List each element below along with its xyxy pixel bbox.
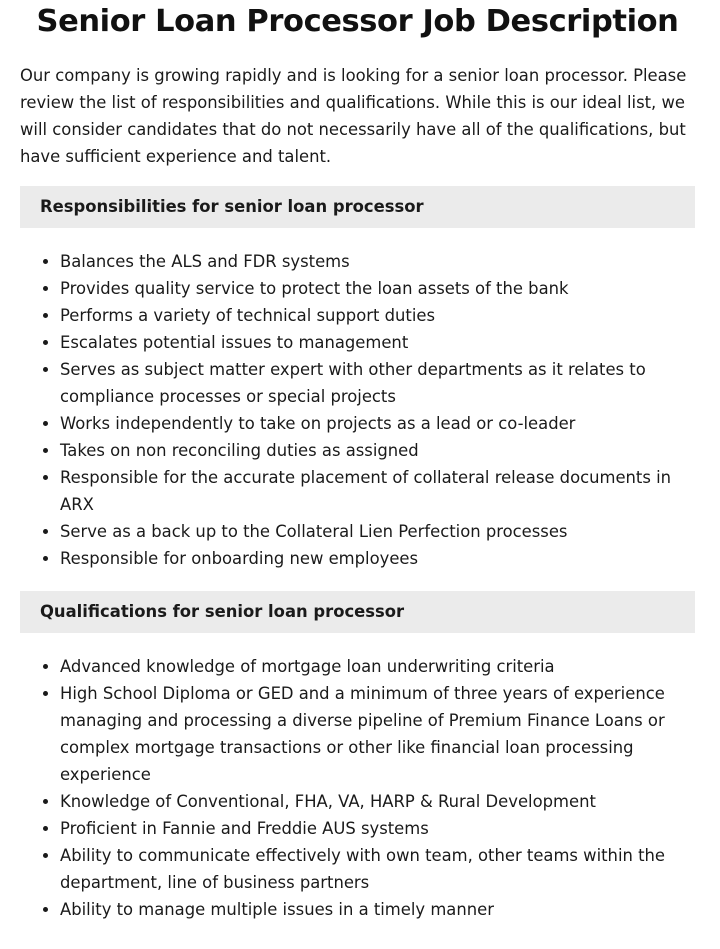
list-item: • Knowledge of Conventional, FHA, VA, HARP & Rural Development <box>60 788 695 815</box>
list-item: • Ability to communicate effectively with own team, other teams within the department, line of business partners <box>60 842 695 896</box>
responsibilities-heading: Responsibilities for senior loan processor <box>20 186 695 228</box>
list-item: • Ability to manage multiple issues in a timely manner <box>60 896 695 923</box>
list-item: • Provides quality service to protect the loan assets of the bank <box>60 275 695 302</box>
list-item: • Serves as subject matter expert with other departments as it relates to compliance processes or special projects <box>60 356 695 410</box>
list-item: • Works independently to take on projects as a lead or co-leader <box>60 410 695 437</box>
qualifications-heading: Qualifications for senior loan processor <box>20 591 695 633</box>
list-item: • Serve as a back up to the Collateral Lien Perfection processes <box>60 518 695 545</box>
list-item: • High School Diploma or GED and a minimum of three years of experience managing and processing a diverse pipeline of Premium Finance Loans or complex mortgage transactions or other like financial loan processing experience <box>60 680 695 788</box>
qualifications-list <box>20 653 695 923</box>
intro-paragraph: Our company is growing rapidly and is looking for a senior loan processor. Please review the list of responsibilities and qualifications. While this is our ideal list, we will consider candidates that do not necessarily have all of the qualifications, but have sufficient experience and talent. <box>20 66 687 166</box>
list-item: • Responsible for the accurate placement of collateral release documents in ARX <box>60 464 695 518</box>
list-item: • Advanced knowledge of mortgage loan underwriting criteria <box>60 653 695 680</box>
list-item: • Balances the ALS and FDR systems <box>60 248 695 275</box>
responsibilities-list <box>20 248 695 572</box>
list-item: • Performs a variety of technical support duties <box>60 302 695 329</box>
list-item: • Takes on non reconciling duties as assigned <box>60 437 695 464</box>
page-title: Senior Loan Processor Job Description <box>36 4 679 39</box>
list-item: • Proficient in Fannie and Freddie AUS systems <box>60 815 695 842</box>
list-item: • Escalates potential issues to management <box>60 329 695 356</box>
list-item: • Responsible for onboarding new employees <box>60 545 695 572</box>
